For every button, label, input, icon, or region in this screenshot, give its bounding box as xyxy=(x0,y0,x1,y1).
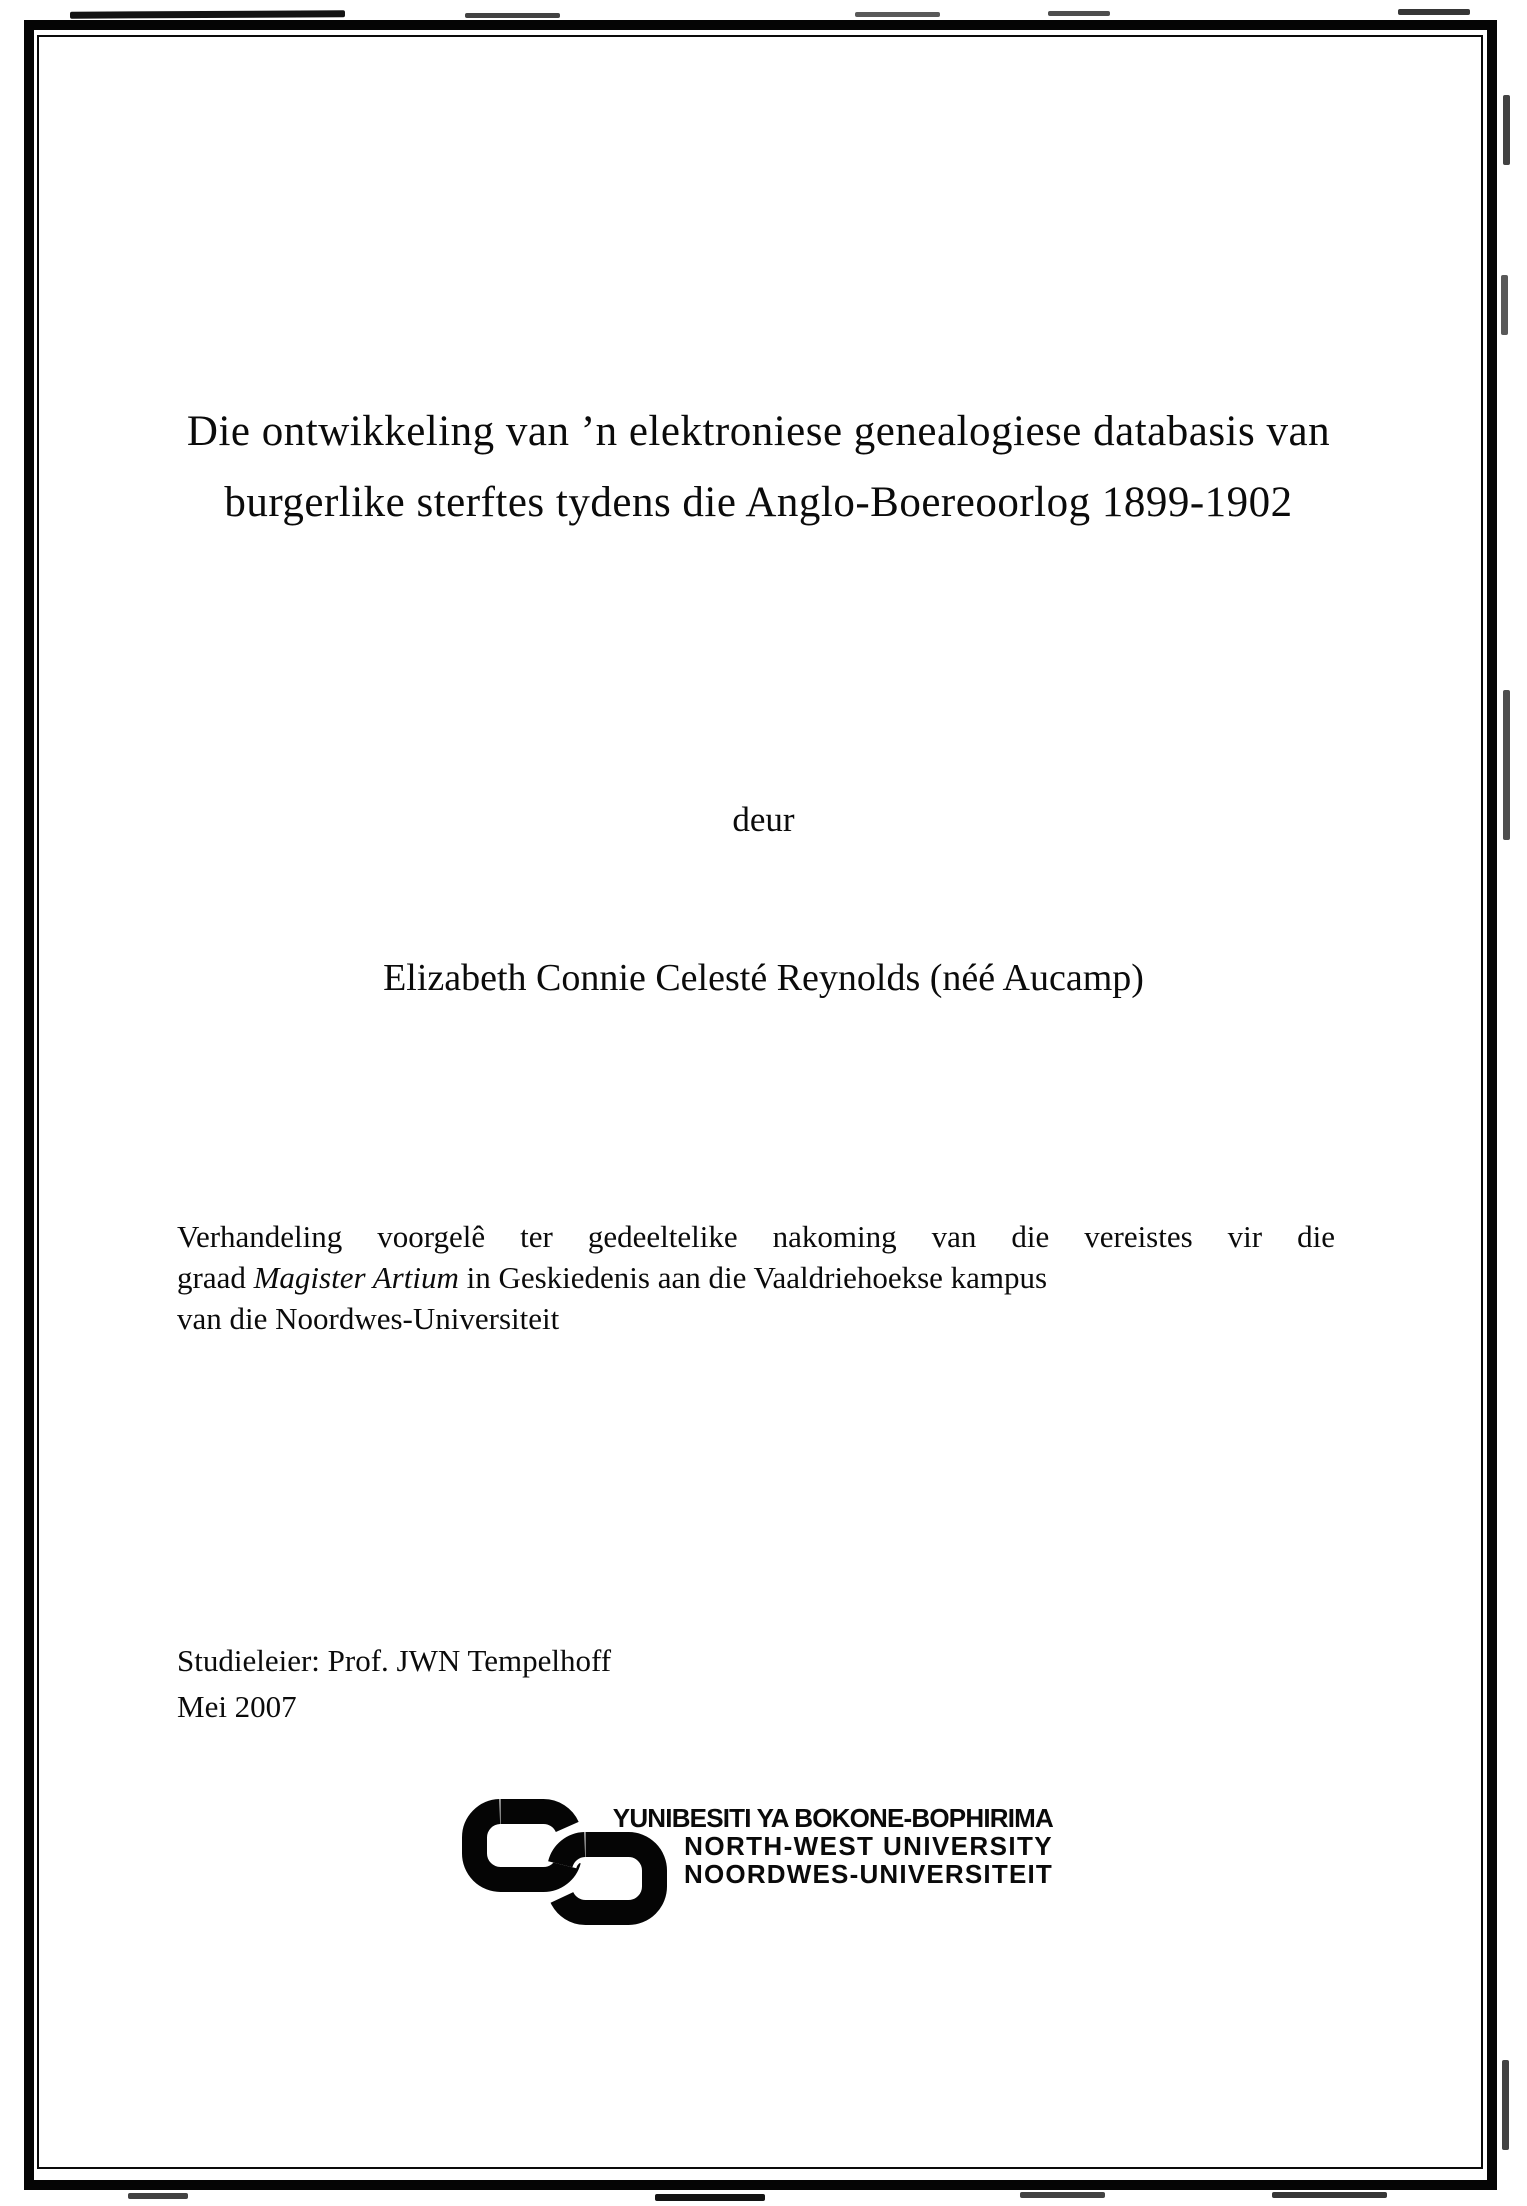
university-logo-text xyxy=(580,1804,1053,1888)
scan-artifact xyxy=(1272,2192,1387,2198)
thesis-title xyxy=(100,396,1417,538)
scan-artifact xyxy=(70,10,345,18)
scan-artifact xyxy=(1503,95,1510,165)
author-name: Elizabeth Connie Celesté Reynolds (néé Aucamp) xyxy=(383,957,1144,999)
thesis-statement xyxy=(177,1216,1335,1339)
statement-line1: Verhandeling voorgelê ter gedeeltelike nakoming van die vereistes vir die xyxy=(177,1219,1335,1254)
scan-artifact xyxy=(655,2194,765,2201)
logo-line-afrikaans: NOORDWES-UNIVERSITEIT xyxy=(684,1859,1053,1889)
logo-line-english: NORTH-WEST UNIVERSITY xyxy=(684,1831,1053,1861)
byline-label: deur xyxy=(732,800,795,839)
scan-artifact xyxy=(128,2193,188,2199)
statement-line2-suffix: in Geskiedenis aan die Vaaldriehoekse kampus xyxy=(458,1260,1048,1295)
thesis-title-line1: Die ontwikkeling van ’n elektroniese genealogiese databasis van xyxy=(186,408,1331,455)
university-logo xyxy=(462,1796,1062,1931)
supervisor-block xyxy=(177,1638,611,1730)
date-line: Mei 2007 xyxy=(177,1689,297,1724)
scan-artifact xyxy=(855,12,940,17)
scan-artifact xyxy=(1398,9,1470,15)
scan-artifact xyxy=(1501,275,1508,335)
thesis-title-line2: burgerlike sterftes tydens die Anglo-Boereoorlog 1899-1902 xyxy=(224,479,1293,526)
statement-degree-name: Magister Artium xyxy=(253,1260,459,1295)
scan-artifact xyxy=(465,13,560,18)
scan-artifact xyxy=(1502,2060,1509,2150)
statement-line2 xyxy=(177,1257,1335,1298)
statement-line2-prefix: graad xyxy=(177,1260,254,1295)
logo-line-setswana: YUNIBESITI YA BOKONE-BOPHIRIMA xyxy=(612,1803,1053,1833)
statement-line3: van die Noordwes-Universiteit xyxy=(177,1301,560,1336)
scan-artifact xyxy=(1020,2192,1105,2198)
supervisor-line: Studieleier: Prof. JWN Tempelhoff xyxy=(177,1643,612,1678)
scan-artifact xyxy=(1048,11,1110,16)
